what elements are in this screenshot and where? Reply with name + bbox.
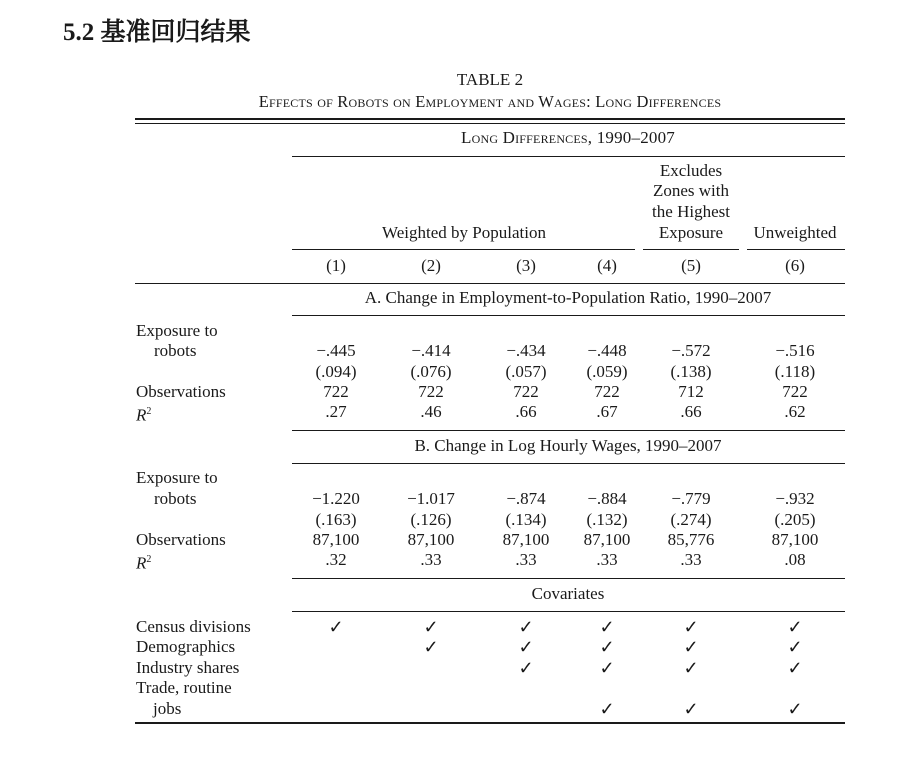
panel-a-title: A. Change in Employment-to-Population Ratio, 1990–2007 (364, 288, 772, 307)
panel-a-coef-1: −.445 (316, 341, 356, 360)
span-header-rule (292, 156, 845, 157)
panel-a-rule (292, 315, 845, 316)
panel-b-coef-1: −1.220 (312, 489, 360, 508)
panel-b-obs-1: 87,100 (312, 530, 360, 549)
table-number: TABLE 2 (456, 70, 524, 89)
panel-b-obs-5: 85,776 (667, 530, 715, 549)
panel-b-se-5: (.274) (670, 510, 712, 529)
panel-a-obs-label: Observations (136, 382, 226, 401)
covariate-check-row1-col6: ✓ (787, 617, 803, 637)
group-weighted: Weighted by Population (382, 223, 546, 242)
group-excludes-line-4: Exposure (658, 223, 724, 242)
covariate-check-row1-col1: ✓ (328, 617, 344, 637)
panel-a-coef-5: −.572 (671, 341, 711, 360)
covariate-label-industry: Industry shares (136, 658, 240, 677)
panel-a-obs-3: 722 (513, 382, 539, 401)
panel-b-se-2: (.126) (410, 510, 452, 529)
covariate-check-row4-col5: ✓ (683, 699, 699, 719)
panel-b-obs-6: 87,100 (771, 530, 819, 549)
panel-b-coef-6: −.932 (775, 489, 815, 508)
panel-a-r2-6: .62 (784, 402, 806, 421)
panel-a-obs-2: 722 (418, 382, 444, 401)
covariate-check-row2-col5: ✓ (683, 637, 699, 657)
group-unweighted: Unweighted (753, 223, 837, 242)
column-number-6: (6) (785, 256, 805, 275)
top-rule-inner (135, 123, 845, 124)
panel-a-se-6: (.118) (774, 362, 816, 381)
covariate-check-row4-col6: ✓ (787, 699, 803, 719)
panel-a-coef-4: −.448 (587, 341, 627, 360)
panel-b-obs-label: Observations (136, 530, 226, 549)
panel-a-r2-4: .67 (596, 402, 618, 421)
panel-a-coef-6: −.516 (775, 341, 815, 360)
covariate-check-row3-col3: ✓ (518, 658, 534, 678)
covariate-check-row1-col4: ✓ (599, 617, 615, 637)
header-bottom-rule (135, 283, 845, 284)
panel-a-row-label-robots: robots (154, 341, 197, 360)
covariates-title: Covariates (531, 584, 605, 603)
panel-a-r2-2: .46 (420, 402, 442, 421)
covariate-check-row1-col3: ✓ (518, 617, 534, 637)
panel-b-se-6: (.205) (774, 510, 816, 529)
panel-b-r2-5: .33 (680, 550, 702, 569)
column-number-3: (3) (516, 256, 536, 275)
panel-a-obs-1: 722 (323, 382, 349, 401)
panel-b-r2-4: .33 (596, 550, 618, 569)
panel-a-obs-5: 712 (678, 382, 704, 401)
panel-a-row-label-exposure: Exposure to (136, 321, 218, 340)
panel-b-se-1: (.163) (315, 510, 357, 529)
panel-b-r2-label: $R^2$ (136, 553, 152, 573)
group-weighted-rule (292, 249, 635, 250)
covariate-check-row3-col5: ✓ (683, 658, 699, 678)
covariate-check-row3-col6: ✓ (787, 658, 803, 678)
column-number-1: (1) (326, 256, 346, 275)
panel-a-r2-5: .66 (680, 402, 702, 421)
panel-a-obs-6: 722 (782, 382, 808, 401)
panel-b-se-4: (.132) (586, 510, 628, 529)
group-excludes-rule (643, 249, 739, 250)
panel-a-se-4: (.059) (586, 362, 628, 381)
covariate-label-trade: Trade, routine (136, 678, 232, 697)
top-rule (135, 118, 845, 120)
panel-b-rule (292, 463, 845, 464)
covariate-check-row3-col4: ✓ (599, 658, 615, 678)
panel-a-coef-3: −.434 (506, 341, 546, 360)
group-unweighted-rule (747, 249, 845, 250)
panel-b-row-label-exposure: Exposure to (136, 468, 218, 487)
group-excludes-line-3: the Highest (652, 202, 730, 221)
panel-a-r2-label: $R^2$ (136, 405, 152, 425)
panel-a-coef-2: −.414 (411, 341, 451, 360)
panel-b-obs-3: 87,100 (502, 530, 550, 549)
panel-b-title: B. Change in Log Hourly Wages, 1990–2007 (414, 436, 722, 455)
panel-a-se-5: (.138) (670, 362, 712, 381)
covariate-check-row4-col4: ✓ (599, 699, 615, 719)
group-excludes-line-1: Excludes (659, 161, 723, 180)
panel-b-r2-2: .33 (420, 550, 442, 569)
panel-b-se-3: (.134) (505, 510, 547, 529)
panel-a-se-3: (.057) (505, 362, 547, 381)
covariate-check-row2-col2: ✓ (423, 637, 439, 657)
covariate-label-demographics: Demographics (136, 637, 236, 656)
covariates-top-rule (292, 578, 845, 579)
table-caption: Effects of Robots on Employment and Wages: Long Differences (258, 92, 722, 111)
panel-a-r2-3: .66 (515, 402, 537, 421)
panel-b-top-rule (292, 430, 845, 431)
covariates-rule (292, 611, 845, 612)
bottom-rule (135, 722, 845, 724)
panel-b-coef-2: −1.017 (407, 489, 455, 508)
panel-b-r2-3: .33 (515, 550, 537, 569)
panel-b-coef-4: −.884 (587, 489, 627, 508)
panel-a-se-2: (.076) (410, 362, 452, 381)
panel-b-r2-6: .08 (784, 550, 806, 569)
section-heading: 5.2 基准回归结果 (63, 19, 251, 46)
covariate-check-row1-col5: ✓ (683, 617, 699, 637)
covariate-label-census: Census divisions (136, 617, 251, 636)
covariate-check-row2-col3: ✓ (518, 637, 534, 657)
panel-b-obs-2: 87,100 (407, 530, 455, 549)
column-number-2: (2) (421, 256, 441, 275)
panel-b-coef-3: −.874 (506, 489, 546, 508)
span-header: Long Differences, 1990–2007 (461, 128, 675, 147)
panel-b-row-label-robots: robots (154, 489, 197, 508)
panel-a-obs-4: 722 (594, 382, 620, 401)
panel-b-obs-4: 87,100 (583, 530, 631, 549)
panel-a-r2-1: .27 (325, 402, 347, 421)
panel-b-r2-1: .32 (325, 550, 347, 569)
covariate-check-row2-col4: ✓ (599, 637, 615, 657)
group-excludes-line-2: Zones with (652, 181, 730, 200)
covariate-check-row1-col2: ✓ (423, 617, 439, 637)
column-number-4: (4) (597, 256, 617, 275)
panel-b-coef-5: −.779 (671, 489, 711, 508)
column-number-5: (5) (681, 256, 701, 275)
covariate-check-row2-col6: ✓ (787, 637, 803, 657)
covariate-label-jobs: jobs (153, 699, 182, 718)
panel-a-se-1: (.094) (315, 362, 357, 381)
